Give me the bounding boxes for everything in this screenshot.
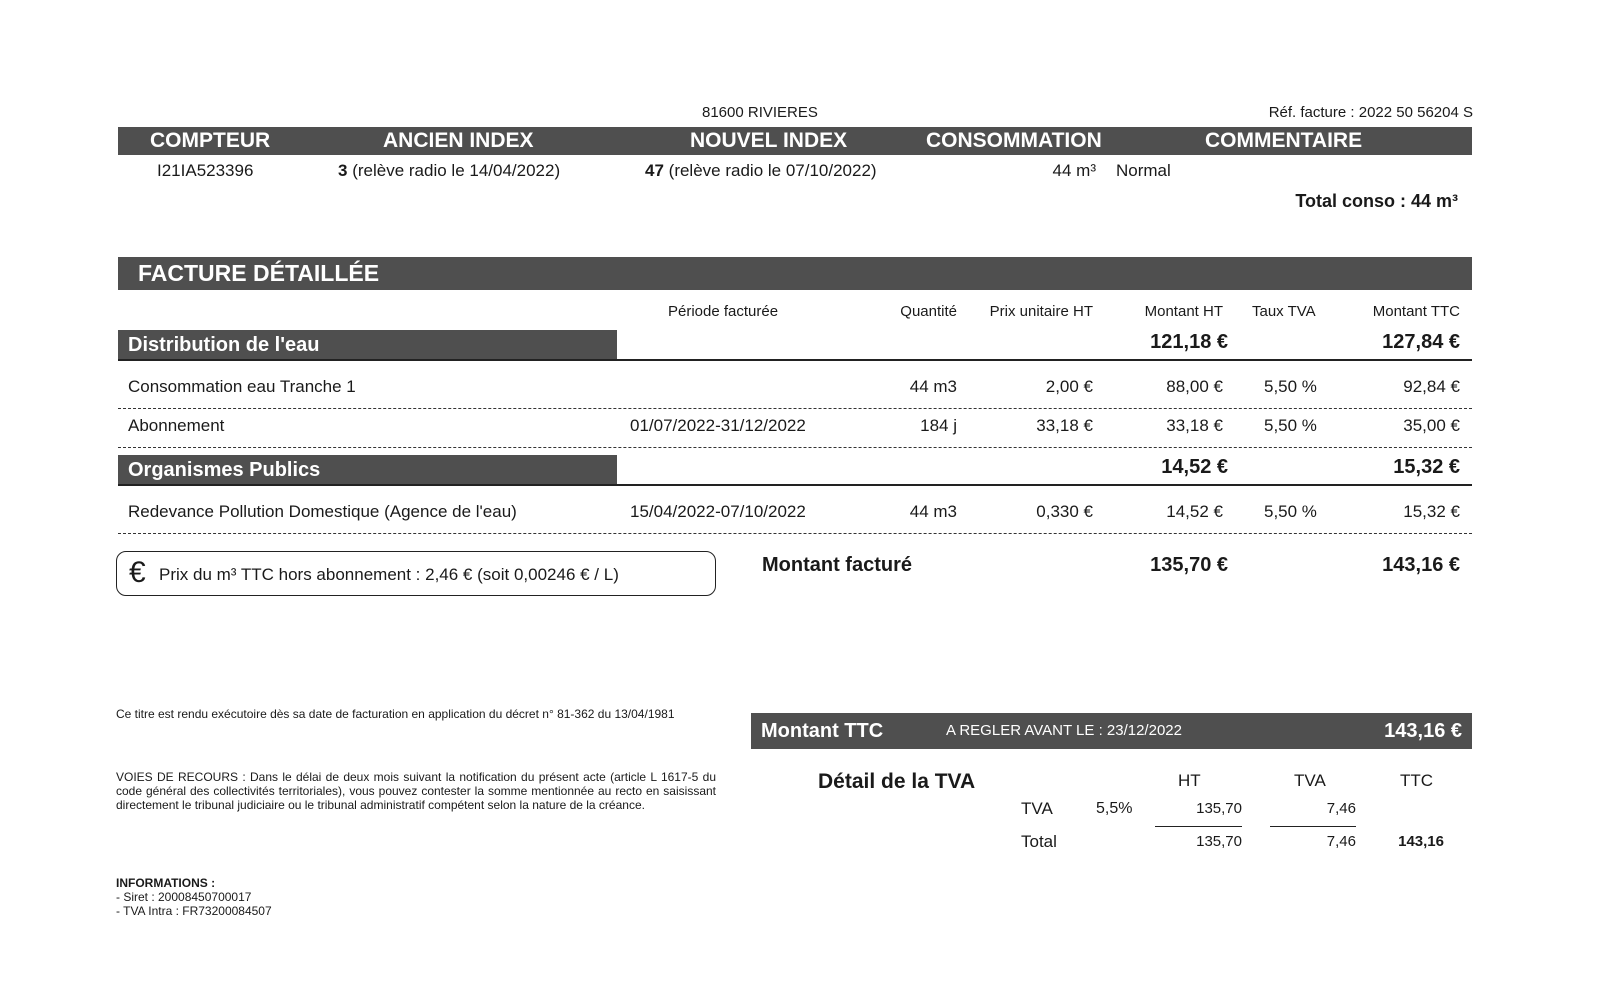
col-ancien-index: ANCIEN INDEX bbox=[383, 129, 534, 152]
meter-table-header bbox=[118, 127, 1472, 155]
invoice-reference: Réf. facture : 2022 50 56204 S bbox=[1268, 104, 1473, 121]
tva-total-ht: 135,70 bbox=[1196, 833, 1242, 850]
col-compteur: COMPTEUR bbox=[150, 129, 271, 152]
row-quantite: 44 m3 bbox=[909, 502, 957, 521]
row-label: Abonnement bbox=[128, 416, 225, 435]
section-distribution-ht: 121,18 € bbox=[1150, 331, 1228, 353]
montant-facture-label: Montant facturé bbox=[762, 554, 912, 576]
section-distribution-ttc: 127,84 € bbox=[1382, 331, 1460, 353]
row-taux: 5,50 % bbox=[1264, 377, 1317, 396]
col-commentaire: COMMENTAIRE bbox=[1205, 129, 1363, 152]
row-ttc: 35,00 € bbox=[1403, 416, 1460, 435]
row-taux: 5,50 % bbox=[1264, 416, 1317, 435]
row-quantite: 44 m3 bbox=[909, 377, 957, 396]
nouvel-index-value: 47 bbox=[645, 161, 664, 180]
tva-col-ht: HT bbox=[1178, 771, 1201, 790]
section-organismes-ttc: 15,32 € bbox=[1393, 456, 1460, 478]
meter-id: I21IA523396 bbox=[157, 161, 254, 180]
voies-de-recours: VOIES DE RECOURS : Dans le délai de deux mois suivant la notification du présent acte (article L 1617-5 du code général des collectivités territoriales), vous pouvez contester la somme mentionnée au recto en saisissant directement le tribunal judiciaire ou le tribunal administratif compétent selon la nature de la créance. bbox=[116, 770, 716, 812]
row-divider bbox=[118, 533, 1472, 534]
tva-row-rate: 5,5% bbox=[1096, 800, 1133, 817]
total-conso: Total conso : 44 m³ bbox=[1295, 191, 1458, 211]
executoire-notice: Ce titre est rendu exécutoire dès sa date de facturation en application du décret n° 81-362 du 13/04/1981 bbox=[116, 707, 675, 721]
ancien-index bbox=[338, 161, 560, 181]
row-periode: 01/07/2022-31/12/2022 bbox=[630, 416, 806, 435]
col-prix: Prix unitaire HT bbox=[989, 303, 1093, 320]
city: 81600 RIVIERES bbox=[702, 104, 818, 121]
euro-icon: € bbox=[129, 556, 146, 589]
tva-col-ttc: TTC bbox=[1400, 771, 1434, 790]
col-nouvel-index: NOUVEL INDEX bbox=[690, 129, 848, 152]
montant-facture-ht: 135,70 € bbox=[1150, 554, 1228, 576]
ancien-index-value: 3 bbox=[338, 161, 348, 180]
col-consommation: CONSOMMATION bbox=[926, 129, 1102, 152]
row-quantite: 184 j bbox=[920, 416, 957, 435]
consommation-value: 44 m³ bbox=[1052, 161, 1096, 180]
row-prix: 0,330 € bbox=[1036, 502, 1093, 521]
section-distribution-rule bbox=[118, 359, 1472, 361]
payment-label: Montant TTC bbox=[761, 720, 884, 742]
row-prix: 2,00 € bbox=[1045, 377, 1093, 396]
payment-bar bbox=[751, 713, 1472, 749]
informations-title: INFORMATIONS : bbox=[116, 876, 216, 890]
price-per-m3-box bbox=[116, 551, 716, 596]
facture-title-bar bbox=[118, 257, 1472, 290]
ancien-index-note: (relève radio le 14/04/2022) bbox=[352, 161, 561, 180]
row-divider bbox=[118, 447, 1472, 448]
section-organismes-rule bbox=[118, 484, 1472, 486]
col-ttc: Montant TTC bbox=[1372, 303, 1460, 320]
row-label: Consommation eau Tranche 1 bbox=[128, 377, 356, 396]
section-organismes-ht: 14,52 € bbox=[1161, 456, 1228, 478]
tva-row-ht: 135,70 bbox=[1196, 800, 1242, 817]
col-ht: Montant HT bbox=[1144, 303, 1223, 320]
tva-total-ttc: 143,16 bbox=[1398, 833, 1444, 850]
col-quantite: Quantité bbox=[900, 303, 957, 320]
row-ht: 33,18 € bbox=[1166, 416, 1223, 435]
siret: - Siret : 20008450700017 bbox=[116, 890, 252, 904]
tva-detail-title: Détail de la TVA bbox=[818, 770, 976, 793]
col-periode: Période facturée bbox=[668, 303, 779, 320]
informations bbox=[116, 876, 272, 918]
row-prix: 33,18 € bbox=[1036, 416, 1093, 435]
commentaire-value: Normal bbox=[1116, 161, 1171, 180]
tva-row-label: TVA bbox=[1021, 799, 1053, 818]
row-ttc: 15,32 € bbox=[1403, 502, 1460, 521]
tva-total-tva: 7,46 bbox=[1326, 833, 1356, 850]
facture-title: FACTURE DÉTAILLÉE bbox=[138, 260, 380, 286]
section-distribution-title: Distribution de l'eau bbox=[118, 330, 617, 360]
tva-ht-underline bbox=[1155, 826, 1242, 827]
nouvel-index bbox=[645, 161, 877, 181]
tva-total-label: Total bbox=[1021, 832, 1057, 851]
montant-facture-ttc: 143,16 € bbox=[1382, 554, 1460, 576]
nouvel-index-note: (relève radio le 07/10/2022) bbox=[668, 161, 877, 180]
row-ht: 88,00 € bbox=[1166, 377, 1223, 396]
row-label: Redevance Pollution Domestique (Agence de l'eau) bbox=[128, 502, 517, 521]
price-per-m3-text: Prix du m³ TTC hors abonnement : 2,46 € (soit 0,00246 € / L) bbox=[159, 565, 619, 584]
tva-tva-underline bbox=[1270, 826, 1356, 827]
row-taux: 5,50 % bbox=[1264, 502, 1317, 521]
col-taux: Taux TVA bbox=[1252, 303, 1316, 320]
row-divider bbox=[118, 408, 1472, 409]
payment-amount: 143,16 € bbox=[1384, 720, 1462, 742]
row-ttc: 92,84 € bbox=[1403, 377, 1460, 396]
payment-due-date: A REGLER AVANT LE : 23/12/2022 bbox=[946, 722, 1182, 739]
tva-col-tva: TVA bbox=[1294, 771, 1326, 790]
tva-row-tva: 7,46 bbox=[1326, 800, 1356, 817]
section-organismes-title: Organismes Publics bbox=[118, 455, 617, 485]
row-periode: 15/04/2022-07/10/2022 bbox=[630, 502, 806, 521]
row-ht: 14,52 € bbox=[1166, 502, 1223, 521]
tva-intra: - TVA Intra : FR73200084507 bbox=[116, 904, 272, 918]
